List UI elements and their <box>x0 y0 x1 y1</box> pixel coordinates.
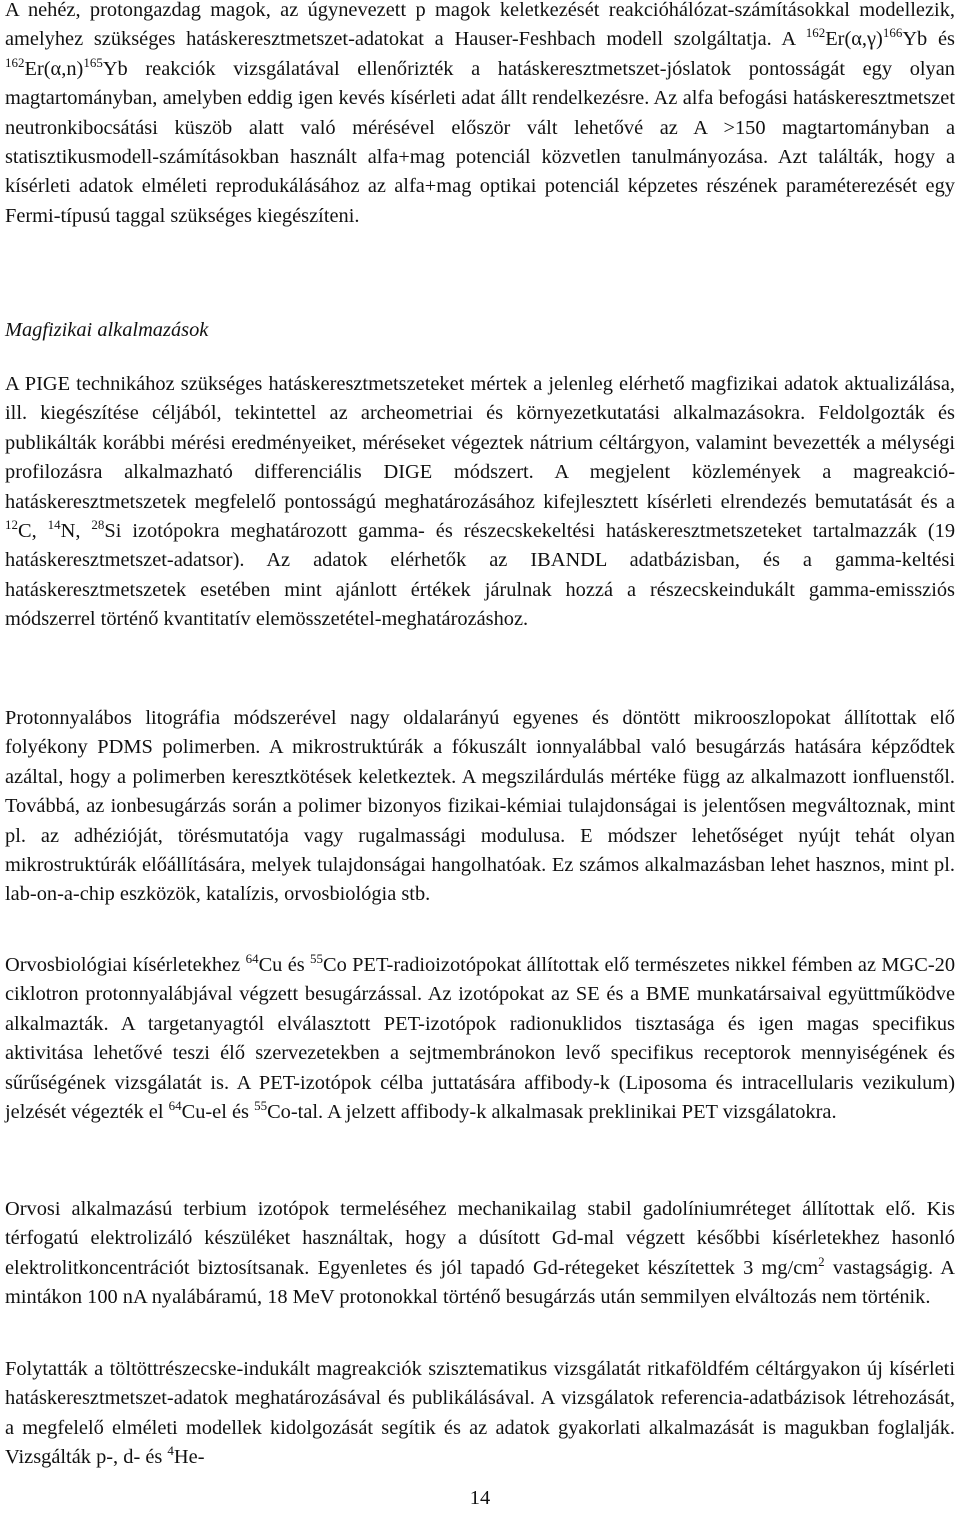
section-heading: Magfizikai alkalmazások <box>5 319 209 341</box>
text-run: C, <box>18 520 48 543</box>
text-run: Orvosi alkalmazású terbium izotópok termeléséhez mechanikailag stabil gadolíniumréteget állítottak elő. Kis térfogatú elektrolizáló készüléket használtak, hogy a dúsított Gd-mal végzett későbbi kísérletekhez hasonló elektrolitkoncentrációt biztosítsanak. Egyenletes és jól tapadó Gd-rétegeket készítettek 3 mg/cm <box>5 1198 955 1279</box>
text-run: Er(α,n) <box>24 57 84 80</box>
paragraph-terbium <box>5 1195 955 1313</box>
text-run: Folytatták a töltöttrészecske-indukált magreakciók szisztematikus vizsgálatát ritkaföldfém céltárgyakon új kísérleti hatáskeresztmetszet-adatok meghatározásával és publikálásával. A vizsgálatok referencia-adatbázisok létrehozását, a megfelelő elméleti modellek kidolgozását segítik és az adatok gyakorlati alkalmazását is magukban foglalják. Vizsgálták p-, d- és <box>5 1358 955 1469</box>
text-run: vastagságig. A mintákon 100 nA nyalábáramú, 18 MeV protonokkal történő besugárzás után semmilyen elváltozás nem történik. <box>5 1256 955 1309</box>
text-run: Si izotópokra meghatározott gamma- és részecskekeltési hatáskeresztmetszeteket tartalmazzák (19 hatáskeresztmetszet-adatsor). Az adatok elérhetők az IBANDL adatbázisban, és a gamma-keltési hatáskeresztmetszetek esetében mint ajánlott értékek járulnak hozzá a részecskeindukált gamma-emissziós módszerrel történő kvantitatív elemösszetétel-meghatározáshoz. <box>5 520 956 631</box>
text-run: A nehéz, protongazdag magok, az úgynevezett p magok keletkezését reakcióhálózat-számításokkal modellezik, amelyhez szükséges hatáskeresztmetszet-adatokat a Hauser-Feshbach modell szolgáltatja. A <box>5 0 955 51</box>
text-run: He- <box>173 1446 205 1469</box>
superscript: 4 <box>167 1443 174 1459</box>
text-run: N, <box>60 520 92 543</box>
text-run: Co-tal. A jelzett affibody-k alkalmasak preklinikai PET vizsgálatokra. <box>267 1101 837 1124</box>
paragraph-rare-earth <box>5 1355 955 1473</box>
superscript: 166 <box>882 25 903 41</box>
text-run: Co PET-radioizotópokat állítottak elő természetes nikkel fémben az MGC-20 ciklotron protonnyalábjával végzett besugárzással. Az izotópokat az SE és a BME munkatársaival együttműködve alkalmazták. A targetanyagtól elválasztott PET-izotópok radionuklidos tisztasága és igen magas specifikus aktivitása lehetővé teszi élő szervezetekben a sejtmembránokon levő specifikus receptorok mennyiségének és sűrűségének vizsgálatát is. A PET-izotópok célba juttatására affibody-k (Liposoma és intracellularis vezikulum) jelzését végezték el <box>5 954 956 1124</box>
superscript: 162 <box>805 25 826 41</box>
superscript: 55 <box>254 1098 268 1114</box>
text-run: Cu és <box>258 954 311 976</box>
superscript: 28 <box>91 517 105 533</box>
superscript: 12 <box>5 517 18 533</box>
text-run: Cu-el és <box>181 1101 255 1124</box>
superscript: 14 <box>47 517 61 533</box>
paragraph-pige <box>5 370 955 635</box>
superscript: 2 <box>818 1253 825 1269</box>
paragraph-pet-isotopes <box>5 951 955 1127</box>
text-run: Yb és <box>902 28 955 51</box>
page-number: 14 <box>469 1487 491 1509</box>
superscript: 162 <box>5 54 25 70</box>
superscript: 64 <box>168 1098 182 1114</box>
superscript: 55 <box>310 951 324 966</box>
paragraph-p-nuclei <box>5 0 955 231</box>
superscript: 64 <box>245 951 259 966</box>
text-run: A PIGE technikához szükséges hatáskeresztmetszeteket mértek a jelenleg elérhető magfizikai adatok aktualizálása, ill. kiegészítése céljából, tekintettel az archeometriai és környezetkutatási alkalmazásokra. Feldolgozták és publikálták korábbi mérési eredményeiket, méréseket végeztek nátrium céltárgyon, valamint bevezették a mélységi profilozásra alkalmazható differenciális DIGE módszert. A megjelent közlemények a magreakció-hatáskeresztmetszetek megfelelő pontosságú meghatározásához kifejlesztett kísérleti elrendezés bemutatását és a <box>5 373 955 513</box>
paragraph-lithography: Protonnyalábos litográfia módszerével nagy oldalarányú egyenes és döntött mikrooszlopokat állítottak elő folyékony PDMS polimerben. A mikrostruktúrák a fókuszált ionnyalábbal való besugárzás hatására képződtek azáltal, hogy a polimerben keresztkötések keletkeztek. A megszilárdulás mértéke függ az alkalmazott ionfluenstől. Továbbá, az ionbesugárzás során a polimer bizonyos fizikai-kémiai tulajdonságai is jelentősen megváltoznak, mint pl. az adhézióját, törésmutatója vagy rugalmassági modulusa. E módszer lehetőséget nyújt tehát olyan mikrostruktúrák előállítására, melyek tulajdonságai hangolhatóak. Ez számos alkalmazásban lehet hasznos, mint pl. lab-on-a-chip eszközök, katalízis, orvosbiológia stb. <box>5 707 955 906</box>
text-run: Yb reakciók vizsgálatával ellenőrizték a hatáskeresztmetszet-jóslatok pontosságát egy olyan magtartományban, amelyben eddig igen kevés kísérleti adat állt rendelkezésre. Az alfa befogási hatáskeresztmetszet neutronkibocsátási küszöb alatt való mérésével először vált lehetővé az A >150 magtartományban a statisztikusmodell-számításokban használt alfa+mag potenciál közvetlen tanulmányozása. Azt találták, hogy a kísérleti adatok elméleti reprodukálásához az alfa+mag optikai potenciál képzetes részének paraméterezését egy Fermi-típusú taggal szükséges kiegészíteni. <box>5 57 955 227</box>
text-run: Orvosbiológiai kísérletekhez <box>5 954 246 976</box>
superscript: 165 <box>83 54 103 70</box>
text-run: Er(α,γ) <box>825 28 883 51</box>
